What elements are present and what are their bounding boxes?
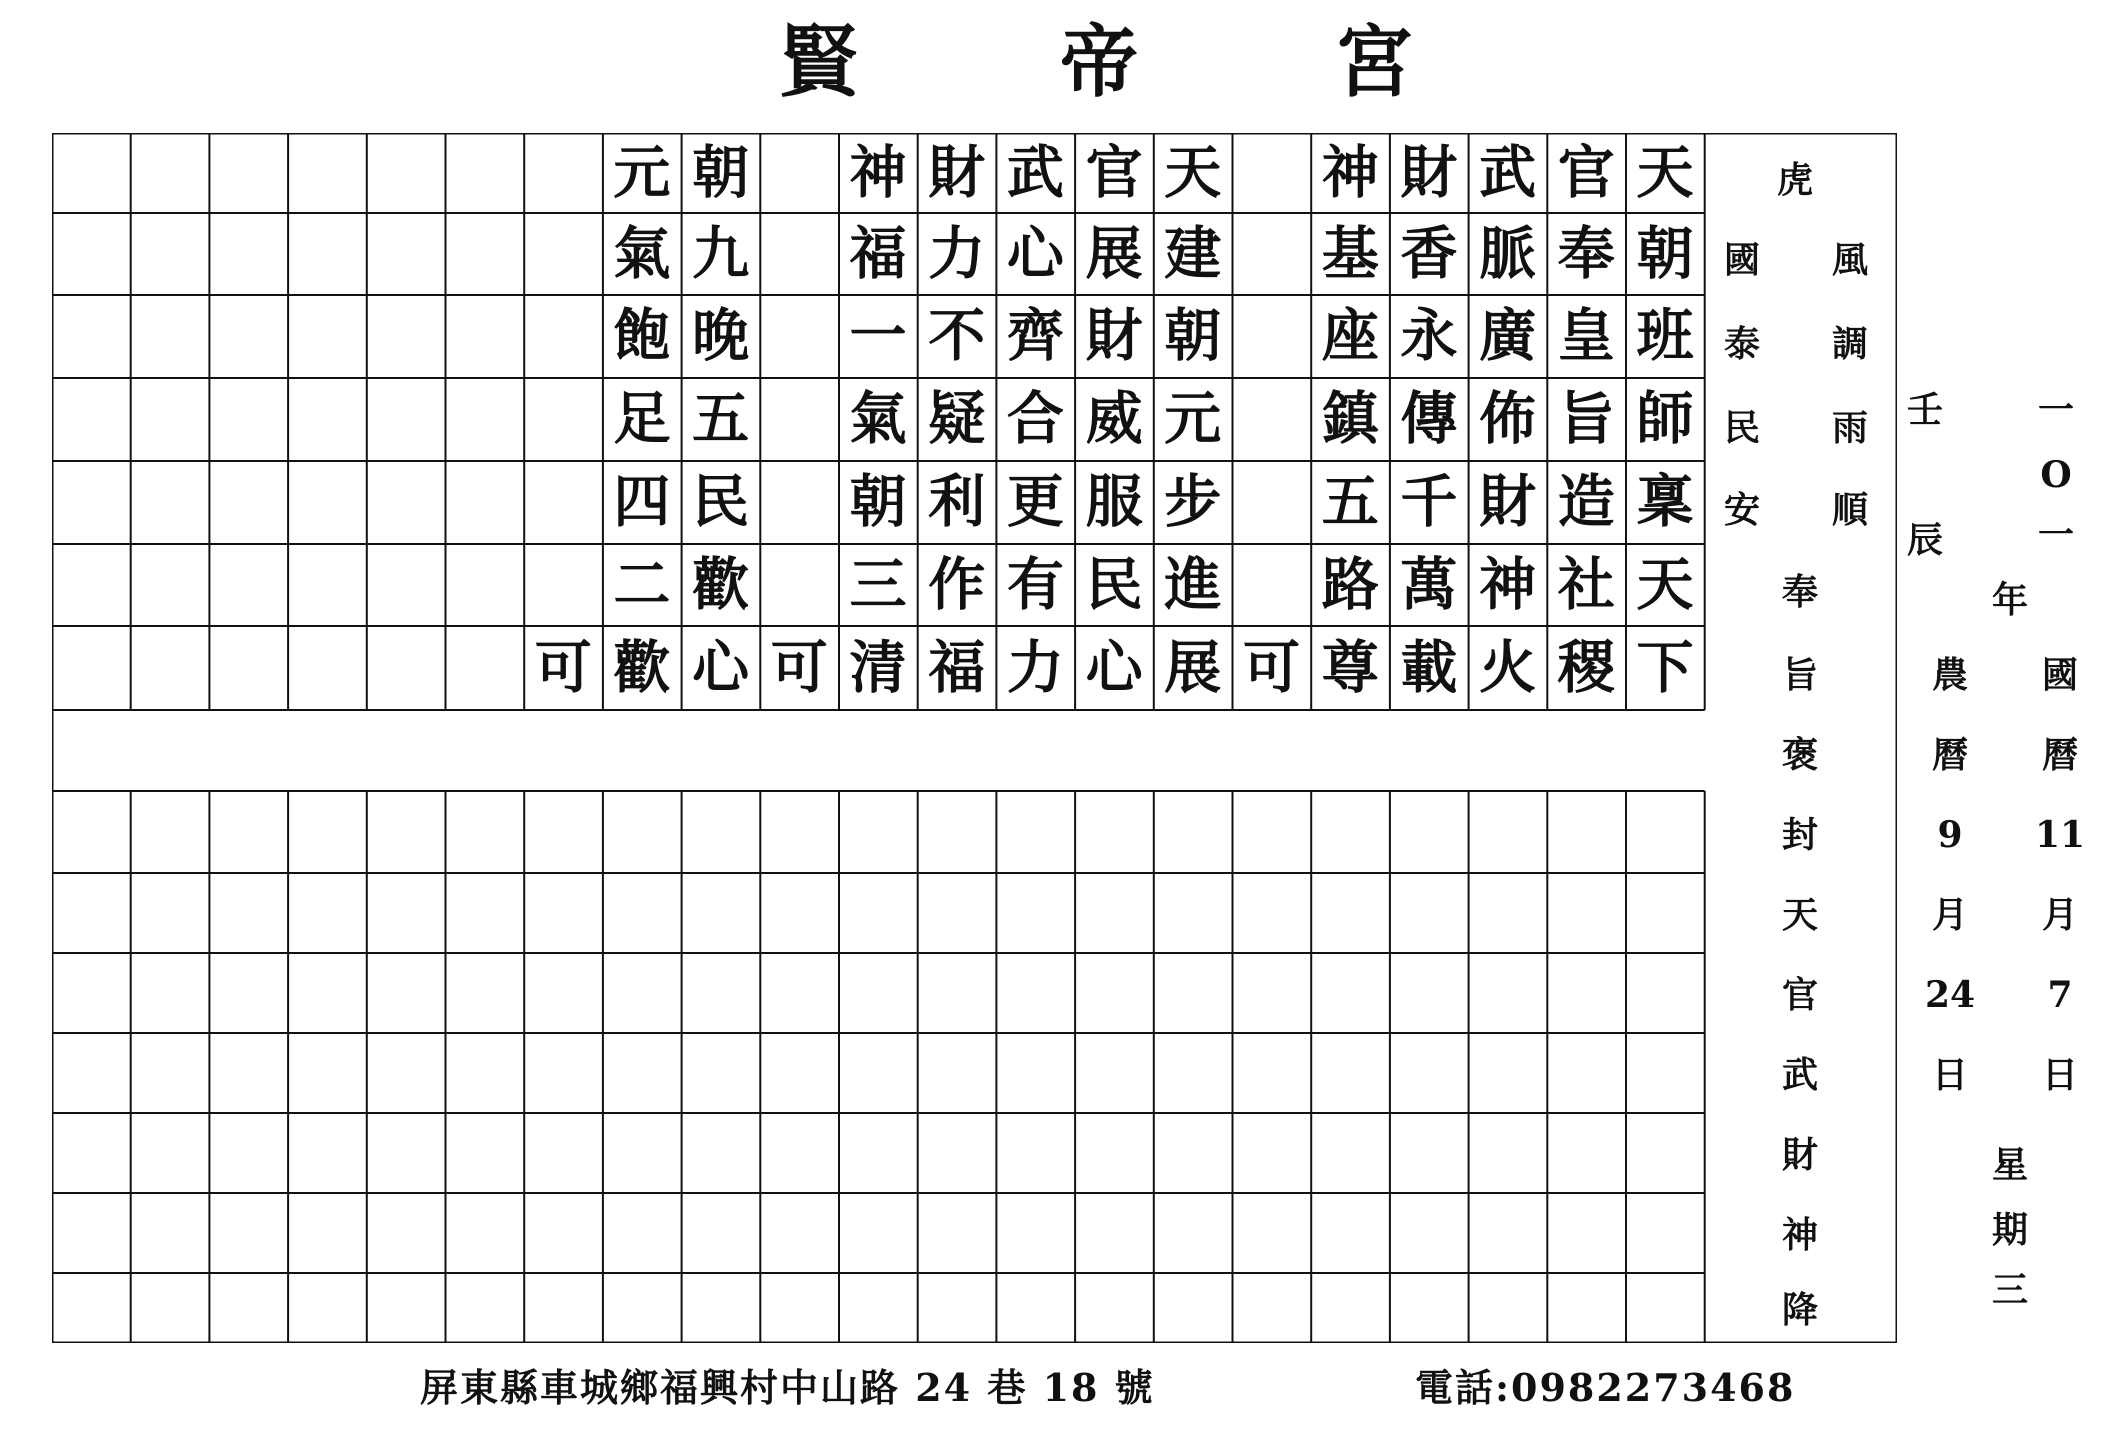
side-char-year_word: 年	[1991, 579, 2028, 621]
grid-char: 神	[1479, 551, 1537, 618]
grid-char: 基	[1321, 220, 1379, 287]
grid-char: 天	[1636, 139, 1694, 206]
grid-char: 民	[1085, 551, 1143, 618]
grid-char: 合	[1006, 385, 1064, 452]
grid-char: 步	[1164, 468, 1222, 535]
side-char-decree: 旨	[1781, 654, 1818, 696]
grid-char: 心	[1085, 634, 1143, 701]
grid-char: 稷	[1557, 634, 1615, 701]
side-char-decree: 神	[1781, 1214, 1818, 1256]
grid-char: 天	[1164, 139, 1222, 206]
grid-char: 氣	[849, 385, 907, 452]
side-char-decree: 奉	[1781, 571, 1818, 613]
side-char-guo: 泰	[1723, 323, 1760, 365]
side-char-feng: 順	[1831, 489, 1868, 531]
grid-char: 作	[928, 551, 986, 618]
grid-char: 千	[1400, 468, 1458, 535]
grid-char: 造	[1557, 468, 1615, 535]
grid-char: 九	[692, 220, 750, 287]
title-char-2: 帝	[1060, 17, 1139, 108]
grid-char: 路	[1321, 551, 1379, 618]
title-char-3: 宮	[1335, 17, 1414, 108]
side-char-lunar: 24	[1924, 974, 1976, 1016]
grid-char: 歡	[613, 634, 671, 701]
grid-char: 財	[1400, 139, 1458, 206]
grid-char: 座	[1321, 302, 1379, 369]
grid-char: 脈	[1479, 220, 1537, 287]
grid-char: 元	[613, 139, 671, 206]
grid-char: 清	[849, 634, 907, 701]
side-char-ren: 壬	[1906, 389, 1943, 431]
grid-char: 旨	[1557, 385, 1615, 452]
title-char-1: 賢	[780, 17, 859, 108]
grid-char: 可	[770, 634, 828, 701]
side-char-tiger: 虎	[1776, 159, 1813, 201]
grid-char: 官	[1085, 139, 1143, 206]
grid-char: 傳	[1400, 385, 1458, 452]
side-char-feng: 調	[1831, 323, 1868, 365]
grid-char: 班	[1636, 302, 1694, 369]
grid-char: 四	[613, 468, 671, 535]
grid-char: 展	[1085, 220, 1143, 287]
side-char-guo: 國	[1723, 239, 1760, 281]
side-char-national: 曆	[2041, 734, 2078, 776]
grid-char: 永	[1400, 302, 1458, 369]
phone-text: 電話:0982273468	[1415, 1365, 1796, 1410]
grid-char: 佈	[1479, 385, 1537, 452]
grid-char: 建	[1164, 220, 1222, 287]
grid-char: 天	[1636, 551, 1694, 618]
grid-char: 可	[1243, 634, 1300, 701]
side-char-feng: 雨	[1831, 407, 1868, 449]
grid-char: 奉	[1557, 220, 1615, 287]
grid-char: 香	[1400, 220, 1458, 287]
grid-char: 武	[1479, 139, 1537, 206]
grid-char: 五	[692, 385, 750, 452]
grid-char: 心	[692, 634, 750, 701]
side-char-year_num: 一	[2037, 389, 2074, 431]
grid-char: 足	[613, 385, 671, 452]
side-char-national: 月	[2041, 894, 2078, 936]
side-char-weekday: 星	[1991, 1144, 2028, 1186]
side-char-guo: 民	[1723, 407, 1760, 449]
grid-char: 三	[849, 551, 907, 618]
grid-char: 財	[928, 139, 986, 206]
side-char-feng: 風	[1831, 239, 1868, 281]
grid-char: 朝	[1164, 302, 1222, 369]
grid-char: 武	[1006, 139, 1064, 206]
grid-char: 利	[928, 468, 986, 535]
grid-char: 稟	[1636, 468, 1694, 535]
grid-char: 力	[928, 220, 986, 287]
side-char-weekday: 期	[1991, 1209, 2028, 1251]
grid-char: 尊	[1321, 634, 1379, 701]
grid-char: 朝	[692, 139, 750, 206]
address-text: 屏東縣車城鄉福興村中山路 24 巷 18 號	[420, 1365, 1155, 1410]
grid-char: 火	[1479, 634, 1537, 701]
grid-char: 服	[1085, 468, 1143, 535]
grid-char: 師	[1636, 385, 1694, 452]
grid-char: 鎮	[1321, 385, 1379, 452]
side-char-national: 日	[2041, 1054, 2078, 1096]
grid-char: 神	[849, 139, 907, 206]
grid-char: 載	[1400, 634, 1458, 701]
grid-char: 民	[692, 468, 750, 535]
grid-char: 一	[849, 302, 907, 369]
grid-char: 疑	[928, 385, 986, 452]
grid-char: 皇	[1557, 302, 1615, 369]
grid-char: 可	[534, 634, 592, 701]
grid-char: 元	[1164, 385, 1222, 452]
grid-char: 歡	[692, 551, 750, 618]
side-char-lunar: 曆	[1931, 734, 1968, 776]
side-char-guo: 安	[1723, 489, 1760, 531]
grid-char: 下	[1636, 634, 1694, 701]
grid-char: 五	[1321, 468, 1379, 535]
side-char-decree: 財	[1781, 1134, 1818, 1176]
side-char-ren: 辰	[1906, 519, 1943, 561]
side-char-decree: 封	[1781, 814, 1818, 856]
side-char-lunar: 農	[1931, 654, 1968, 696]
side-char-decree: 降	[1781, 1289, 1818, 1331]
side-char-decree: 天	[1781, 894, 1818, 936]
grid-char: 官	[1557, 139, 1615, 206]
grid-char: 財	[1479, 468, 1537, 535]
side-char-year_num: 一	[2037, 514, 2074, 556]
side-char-national: 7	[2047, 974, 2073, 1016]
grid-char: 二	[613, 551, 671, 618]
side-char-year_num: O	[2040, 454, 2072, 496]
grid-char: 進	[1164, 551, 1222, 618]
grid-char: 有	[1006, 551, 1064, 618]
side-char-decree: 武	[1781, 1054, 1818, 1096]
side-char-decree: 褒	[1781, 734, 1818, 776]
grid-char: 福	[849, 220, 907, 287]
side-char-national: 國	[2041, 654, 2078, 696]
grid-char: 齊	[1006, 302, 1064, 369]
grid-char: 不	[928, 302, 986, 369]
side-char-lunar: 月	[1931, 894, 1968, 936]
grid-char: 力	[1006, 634, 1064, 701]
document-title	[0, 18, 2106, 108]
grid-char: 心	[1006, 220, 1064, 287]
side-char-weekday: 三	[1991, 1269, 2028, 1311]
side-char-lunar: 9	[1937, 814, 1963, 856]
grid-char: 廣	[1479, 302, 1537, 369]
grid-char: 展	[1164, 634, 1222, 701]
grid-char: 朝	[1636, 220, 1694, 287]
side-char-national: 11	[2034, 814, 2086, 856]
grid-char: 氣	[613, 220, 671, 287]
side-char-decree: 官	[1781, 974, 1818, 1016]
grid-char: 社	[1557, 551, 1615, 618]
grid-char: 威	[1085, 385, 1143, 452]
grid-char: 福	[928, 634, 986, 701]
grid-char: 萬	[1400, 551, 1458, 618]
grid-char: 更	[1006, 468, 1064, 535]
side-char-lunar: 日	[1931, 1054, 1968, 1096]
grid-char: 神	[1321, 139, 1379, 206]
grid-char: 飽	[613, 302, 671, 369]
grid-char: 朝	[849, 468, 907, 535]
grid-sheet	[52, 133, 1897, 1343]
grid-char: 晚	[692, 302, 750, 369]
grid-char: 財	[1085, 302, 1143, 369]
